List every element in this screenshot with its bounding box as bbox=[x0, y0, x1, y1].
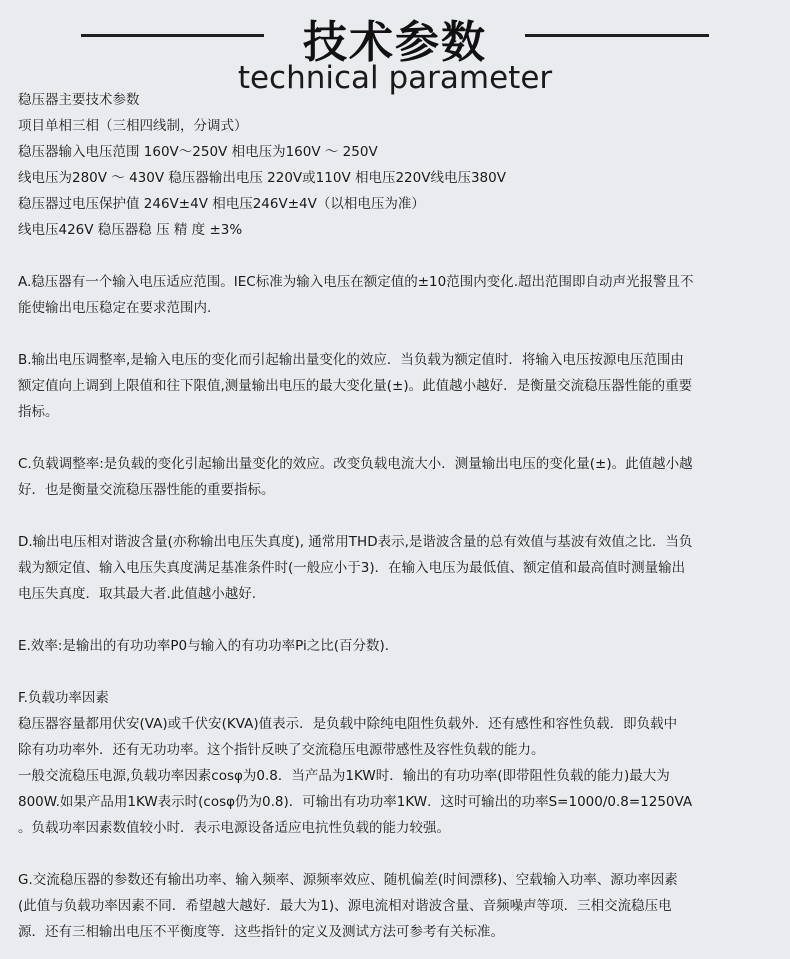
paragraph-line: 源．还有三相输出电压不平衡度等．这些指针的定义及测试方法可参考有关标准。 bbox=[18, 924, 504, 940]
page-title: 技术参数 bbox=[303, 17, 487, 68]
paragraph-line: 800W.如果产品用1KW表示时(cosφ仍为0.8)．可输出有功功率1KW．这时可输出的功率S=1000/0.8=1250VA bbox=[18, 794, 693, 810]
paragraph-line: 一般交流稳压电源,负载功率因素cosφ为0.8．当产品为1KW时．输出的有功功率(即带阻性负载的能力)最大为 bbox=[18, 768, 670, 784]
section-g bbox=[18, 867, 768, 945]
paragraph-line: D.输出电压相对谐波含量(亦称输出电压失真度), 通常用THD表示,是谐波含量的总有效值与基波有效值之比．当负 bbox=[18, 534, 693, 550]
paragraph-line: A.稳压器有一个输入电压适应范围。IEC标准为输入电压在额定值的±10范围内变化.超出范围即自动声光报警且不 bbox=[18, 274, 694, 290]
title-rule-right bbox=[525, 34, 709, 37]
section-a bbox=[18, 269, 768, 321]
paragraph-line: 能使输出电压稳定在要求范围内. bbox=[18, 300, 212, 316]
paragraph-line: (此值与负载功率因素不同．希望越大越好．最大为1)、源电流相对谐波含量、音频噪声等项．三相交流稳压电 bbox=[18, 898, 672, 914]
paragraph-line: 好．也是衡量交流稳压器性能的重要指标。 bbox=[18, 482, 275, 498]
paragraph-line: 载为额定值、输入电压失真度满足基准条件时(一般应小于3)．在输入电压为最低值、额定值和最高值时测量输出 bbox=[18, 560, 686, 576]
content bbox=[18, 87, 768, 945]
paragraph-line: 指标。 bbox=[18, 404, 59, 420]
section-b bbox=[18, 347, 768, 425]
page-subtitle: technical parameter bbox=[237, 60, 553, 96]
paragraph-line: 稳压器容量都用伏安(VA)或千伏安(KVA)值表示．是负载中除纯电阻性负载外．还有感性和容性负载．即负载中 bbox=[18, 716, 678, 732]
paragraph-line: 除有功功率外．还有无功功率。这个指针反映了交流稳压电源带感性及容性负载的能力。 bbox=[18, 742, 545, 758]
spec-line: 稳压器过电压保护值 246V±4V 相电压246V±4V（以相电压为准） bbox=[18, 196, 425, 212]
spec-line: 稳压器主要技术参数 bbox=[18, 92, 140, 108]
spec-line: 线电压426V 稳压器稳 压 精 度 ±3% bbox=[18, 222, 243, 238]
title-row bbox=[0, 6, 790, 68]
paragraph-line: G.交流稳压器的参数还有输出功率、输入频率、源频率效应、随机偏差(时间漂移)、空载输入功率、源功率因素 bbox=[18, 872, 678, 888]
section-heading: F.负载功率因素 bbox=[18, 690, 109, 706]
paragraph-line: 额定值向上调到上限值和往下限值,测量输出电压的最大变化量(±)。此值越小越好．是衡量交流稳压器性能的重要 bbox=[18, 378, 693, 394]
spec-line: 稳压器输入电压范围 160V～250V 相电压为160V ～ 250V bbox=[18, 144, 378, 160]
paragraph-line: C.负载调整率:是负载的变化引起输出量变化的效应。改变负载电流大小．测量输出电压的变化量(±)。此值越小越 bbox=[18, 456, 693, 472]
section-f bbox=[18, 685, 768, 841]
section-d bbox=[18, 529, 768, 607]
paragraph-line: 电压失真度．取其最大者.此值越小越好. bbox=[18, 586, 257, 602]
spec-line: 项目单相三相（三相四线制，分调式） bbox=[18, 118, 248, 134]
section-c bbox=[18, 451, 768, 503]
section-e bbox=[18, 633, 768, 659]
paragraph-line: B.输出电压调整率,是输入电压的变化而引起输出量变化的效应．当负载为额定值时．将输入电压按源电压范围由 bbox=[18, 352, 684, 368]
spec-line: 线电压为280V ～ 430V 稳压器输出电压 220V或110V 相电压220V线电压380V bbox=[18, 170, 506, 186]
paragraph-line: E.效率:是输出的有功功率P0与输入的有功功率Pi之比(百分数)． bbox=[18, 638, 399, 654]
paragraph-line: 。负载功率因素数值较小时．表示电源设备适应电抗性负载的能力较强。 bbox=[18, 820, 450, 836]
spec-list bbox=[18, 87, 768, 243]
